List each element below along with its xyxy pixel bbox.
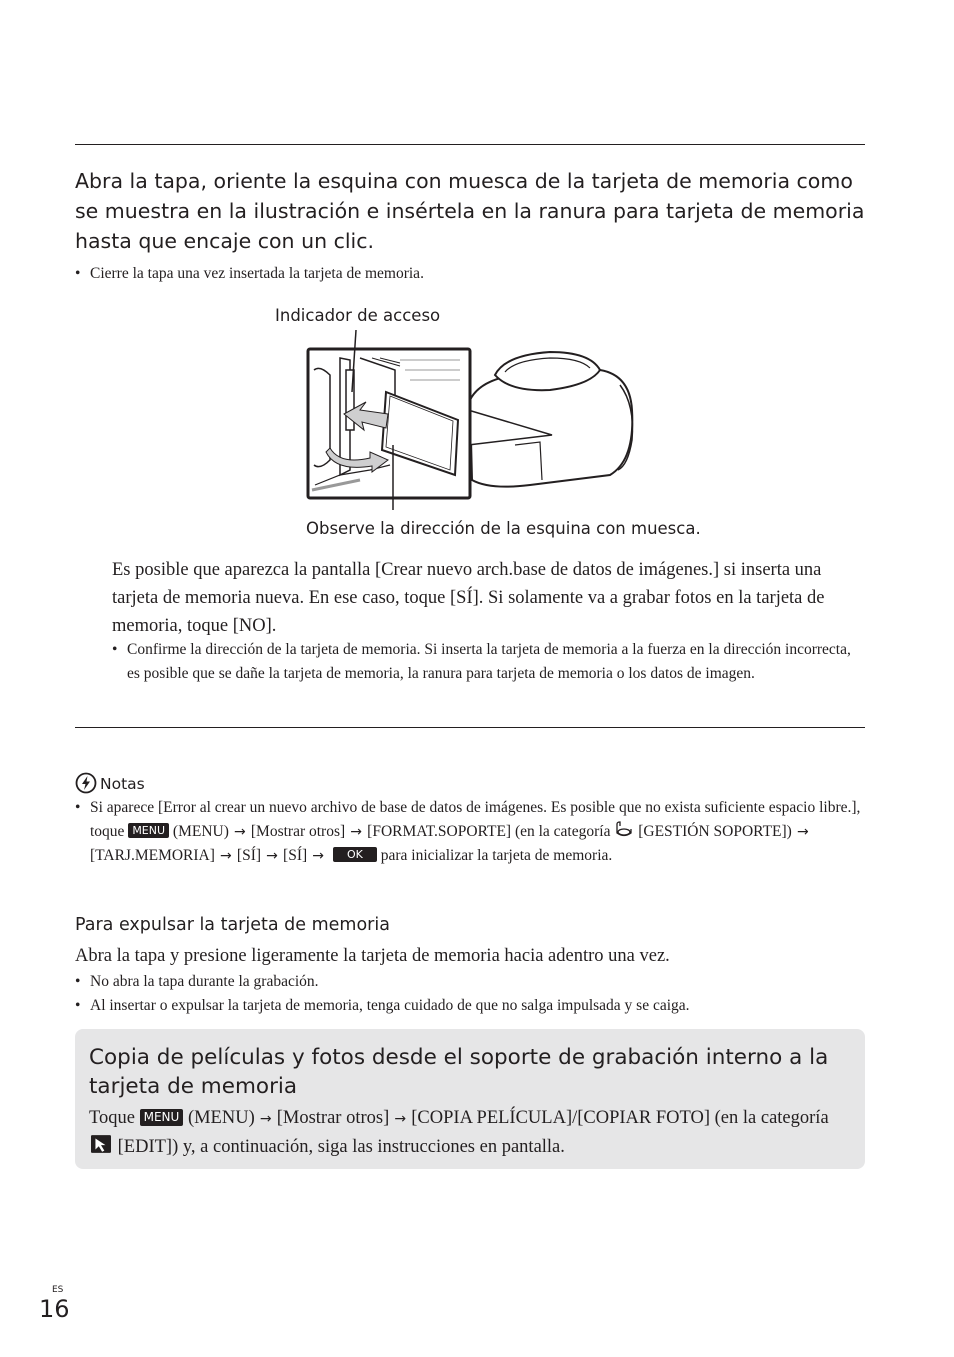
notes-mostrar: [Mostrar otros] <box>250 823 346 840</box>
notes-bullet <box>75 796 865 868</box>
arrow-icon: → <box>394 1111 407 1127</box>
figure-label-notch: Observe la dirección de la esquina con muesca. <box>306 519 701 538</box>
copy-toque: Toque <box>89 1108 135 1128</box>
step-bullet-text: Cierre la tapa una vez insertada la tarjeta de memoria. <box>90 265 424 282</box>
notes-menu: (MENU) <box>172 823 229 840</box>
bullet-icon: • <box>112 641 118 658</box>
eject-bullet-2 <box>75 994 865 1018</box>
eject-bullet-1-text: No abra la tapa durante la grabación. <box>90 973 319 990</box>
notes-si-2: [SÍ] <box>283 847 308 864</box>
new-database-paragraph: Es posible que aparezca la pantalla [Crear nuevo arch.base de datos de imágenes.] si inserta una tarjeta de memoria nueva. En ese caso, toque [SÍ]. Si solamente va a grabar fotos en la tarjeta de memoria, toque [NO]. <box>112 560 825 636</box>
arrow-icon: → <box>220 848 232 864</box>
copy-copia: [COPIA PELÍCULA]/[COPIAR FOTO] (en la categoría <box>411 1108 829 1128</box>
arrow-icon: → <box>266 848 278 864</box>
bullet-icon: • <box>75 997 81 1014</box>
eject-bullet-2-text: Al insertar o expulsar la tarjeta de memoria, tenga cuidado de que no salga impulsada y se caiga. <box>90 997 690 1014</box>
arrow-icon: → <box>312 848 324 864</box>
arrow-icon: → <box>350 824 363 840</box>
page-number: 16 <box>39 1295 70 1323</box>
menu-button-icon: MENU <box>140 1109 184 1126</box>
bullet-icon: • <box>75 265 81 282</box>
step-bullet <box>75 262 865 286</box>
notes-end: para inicializar la tarjeta de memoria. <box>380 847 613 864</box>
notes-warning-icon <box>75 772 97 794</box>
notes-si-1: [SÍ] <box>236 847 262 864</box>
edit-category-icon <box>89 1134 113 1154</box>
language-code: ES <box>52 1285 64 1295</box>
notes-gestion: [GESTIÓN SOPORTE]) <box>638 823 792 840</box>
direction-bullet <box>112 638 864 686</box>
eject-paragraph: Abra la tapa y presione ligeramente la tarjeta de memoria hacia adentro una vez. <box>75 946 670 966</box>
copy-menu: (MENU) <box>187 1108 255 1128</box>
step-title: Abra la tapa, oriente la esquina con muesca de la tarjeta de memoria como se muestra en la ilustración e insértela en la ranura para tarjeta de memoria hasta que encaje con un clic. <box>75 169 865 253</box>
copy-mostrar: [Mostrar otros] <box>276 1108 390 1128</box>
top-rule <box>75 144 865 145</box>
copy-section-instructions <box>89 1104 854 1161</box>
ok-button-icon: OK <box>333 847 377 862</box>
eject-heading: Para expulsar la tarjeta de memoria <box>75 915 390 935</box>
copy-edit-end: [EDIT]) y, a continuación, siga las instrucciones en pantalla. <box>117 1137 565 1157</box>
copy-section-title: Copia de películas y fotos desde el soporte de grabación interno a la tarjeta de memoria <box>89 1045 829 1099</box>
media-management-category-icon <box>614 821 634 839</box>
figure-label-access-indicator: Indicador de acceso <box>275 306 441 325</box>
section-rule <box>75 727 865 728</box>
notes-bullet-text <box>75 796 865 868</box>
bullet-icon: • <box>75 799 81 816</box>
menu-button-icon: MENU <box>128 823 169 838</box>
notes-text-part1: Si aparece [Error al crear un nuevo archivo de base de datos de imágenes. Es posible que no exista suficiente espacio libre.], toque <box>90 799 861 840</box>
notes-heading-text: Notas <box>100 775 145 793</box>
bullet-icon: • <box>75 973 81 990</box>
camcorder-card-illustration <box>300 330 640 510</box>
notes-tarj: [TARJ.MEMORIA] <box>90 847 215 864</box>
arrow-icon: → <box>234 824 246 840</box>
notes-format: [FORMAT.SOPORTE] (en la categoría <box>367 823 611 840</box>
arrow-icon: → <box>259 1111 272 1127</box>
eject-bullet-1 <box>75 970 865 994</box>
direction-bullet-text: Confirme la dirección de la tarjeta de memoria. Si inserta la tarjeta de memoria a la fuerza en la dirección incorrecta, es posible que se dañe la tarjeta de memoria, la ranura para tarjeta de memoria o los datos de imagen. <box>127 641 851 682</box>
arrow-icon: → <box>796 824 809 840</box>
